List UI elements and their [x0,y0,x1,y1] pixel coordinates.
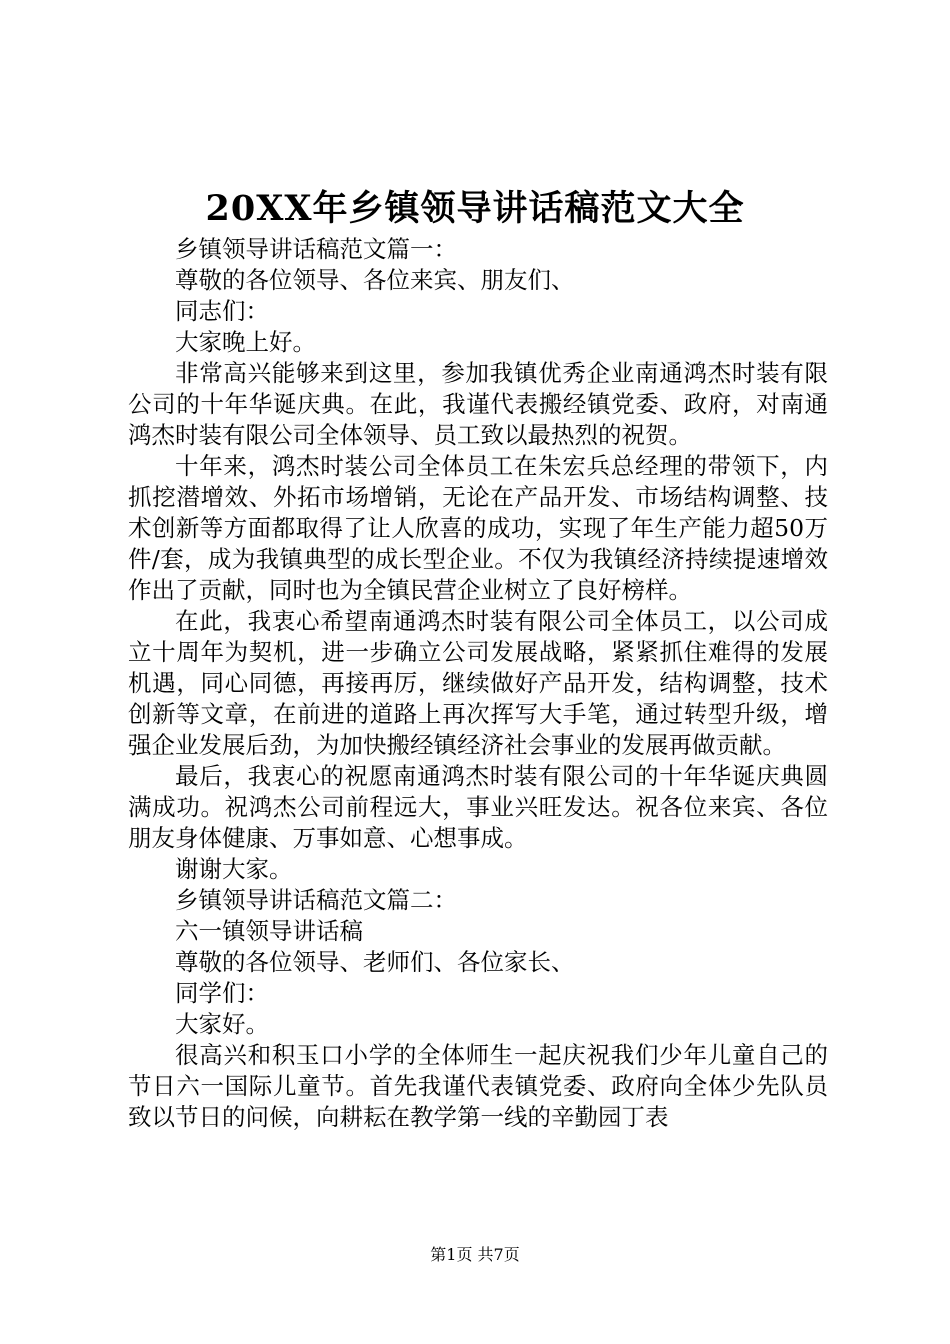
paragraph: 同志们： [175,297,269,325]
paragraph: 大家晚上好。 [175,328,316,356]
paragraph: 乡镇领导讲话稿范文篇一： [175,235,457,263]
document-body [128,234,828,1133]
paragraph: 非常高兴能够来到这里，参加我镇优秀企业南通鸿杰时装有限公司的十年华诞庆典。在此，我谨代表搬经镇党委、政府，对南通鸿杰时装有限公司全体领导、员工致以最热烈的祝贺。 [128,359,828,449]
paragraph: 尊敬的各位领导、老师们、各位家长、 [175,948,575,976]
paragraph: 谢谢大家。 [175,855,293,883]
paragraph: 十年来，鸿杰时装公司全体员工在朱宏兵总经理的带领下，内抓挖潜增效、外拓市场增销，无论在产品开发、市场结构调整、技术创新等方面都取得了让人欣喜的成功，实现了年生产能力超50万件/套，成为我镇典型的成长型企业。不仅为我镇经济持续提速增效作出了贡献，同时也为全镇民营企业树立了良好榜样。 [128,452,828,604]
paragraph: 最后，我衷心的祝愿南通鸿杰时装有限公司的十年华诞庆典圆满成功。祝鸿杰公司前程远大，事业兴旺发达。祝各位来宾、各位朋友身体健康、万事如意、心想事成。 [128,762,828,852]
document-title: 20XX年乡镇领导讲话稿范文大全 [205,188,745,229]
paragraph: 同学们： [175,979,269,1007]
paragraph: 很高兴和积玉口小学的全体师生一起庆祝我们少年儿童自己的节日六一国际儿童节。首先我谨代表镇党委、政府向全体少先队员致以节日的问候，向耕耘在教学第一线的辛勤园丁表 [128,1041,828,1131]
page-footer: 第1页 共7页 [430,1245,520,1264]
paragraph: 六一镇领导讲话稿 [175,917,363,945]
paragraph: 乡镇领导讲话稿范文篇二： [175,886,457,914]
paragraph: 尊敬的各位领导、各位来宾、朋友们、 [175,266,575,294]
paragraph: 在此，我衷心希望南通鸿杰时装有限公司全体员工，以公司成立十周年为契机，进一步确立公司发展战略，紧紧抓住难得的发展机遇，同心同德，再接再厉，继续做好产品开发，结构调整，技术创新等文章，在前进的道路上再次挥写大手笔，通过转型升级，增强企业发展后劲，为加快搬经镇经济社会事业的发展再做贡献。 [128,607,828,759]
paragraph: 大家好。 [175,1010,269,1038]
